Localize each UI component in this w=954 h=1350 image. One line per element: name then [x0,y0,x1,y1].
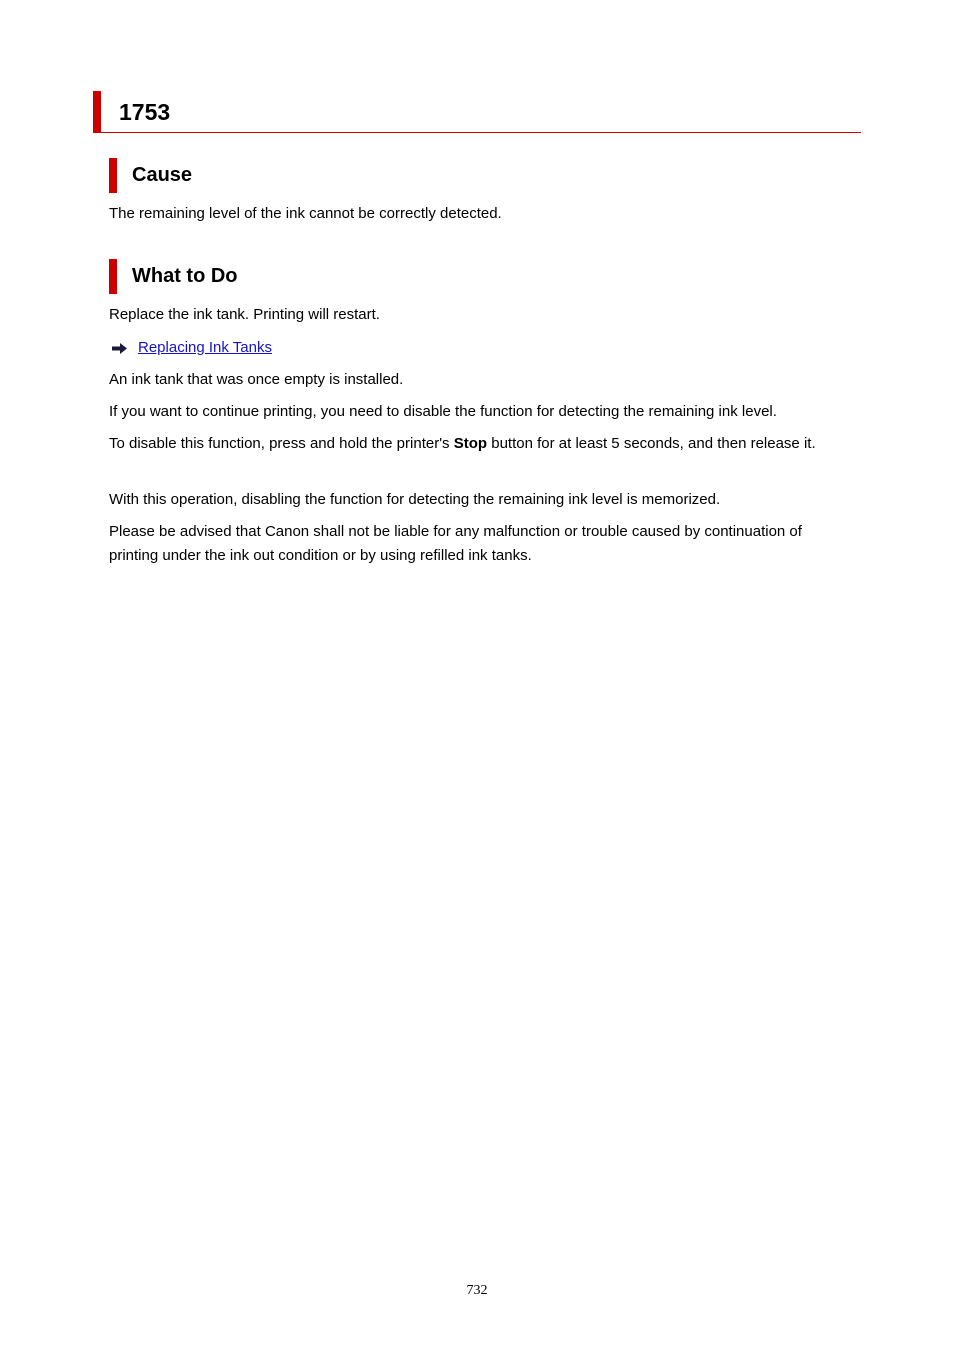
para-3-before: To disable this function, press and hold the printer's [109,435,454,452]
what-to-do-para-4: With this operation, disabling the function for detecting the remaining ink level is memorized. [109,491,721,508]
title-accent-bar [93,91,101,133]
right-arrow-icon [112,343,127,354]
what-to-do-para-3 [109,432,854,456]
what-to-do-para-5: Please be advised that Canon shall not be liable for any malfunction or trouble caused by continuation of printing under the ink out condition or by using refilled ink tanks. [109,523,802,564]
replacing-ink-tanks-link[interactable]: Replacing Ink Tanks [138,339,272,356]
stop-button-label: Stop [453,435,488,452]
page-number: 732 [466,1283,488,1298]
cause-accent-bar [109,158,117,193]
what-to-do-intro: Replace the ink tank. Printing will restart. [109,306,380,323]
what-to-do-accent-bar [109,259,117,294]
what-to-do-heading-text: What to Do [132,265,238,287]
what-to-do-para-2: If you want to continue printing, you need to disable the function for detecting the remaining ink level. [109,403,777,420]
page-title-text: 1753 [119,99,171,125]
cause-heading-text: Cause [132,164,193,186]
para-3-after: button for at least 5 seconds, and then release it. [487,435,816,452]
cause-text: The remaining level of the ink cannot be correctly detected. [109,205,502,222]
page-title [93,91,861,133]
what-to-do-para-1: An ink tank that was once empty is installed. [109,371,404,388]
